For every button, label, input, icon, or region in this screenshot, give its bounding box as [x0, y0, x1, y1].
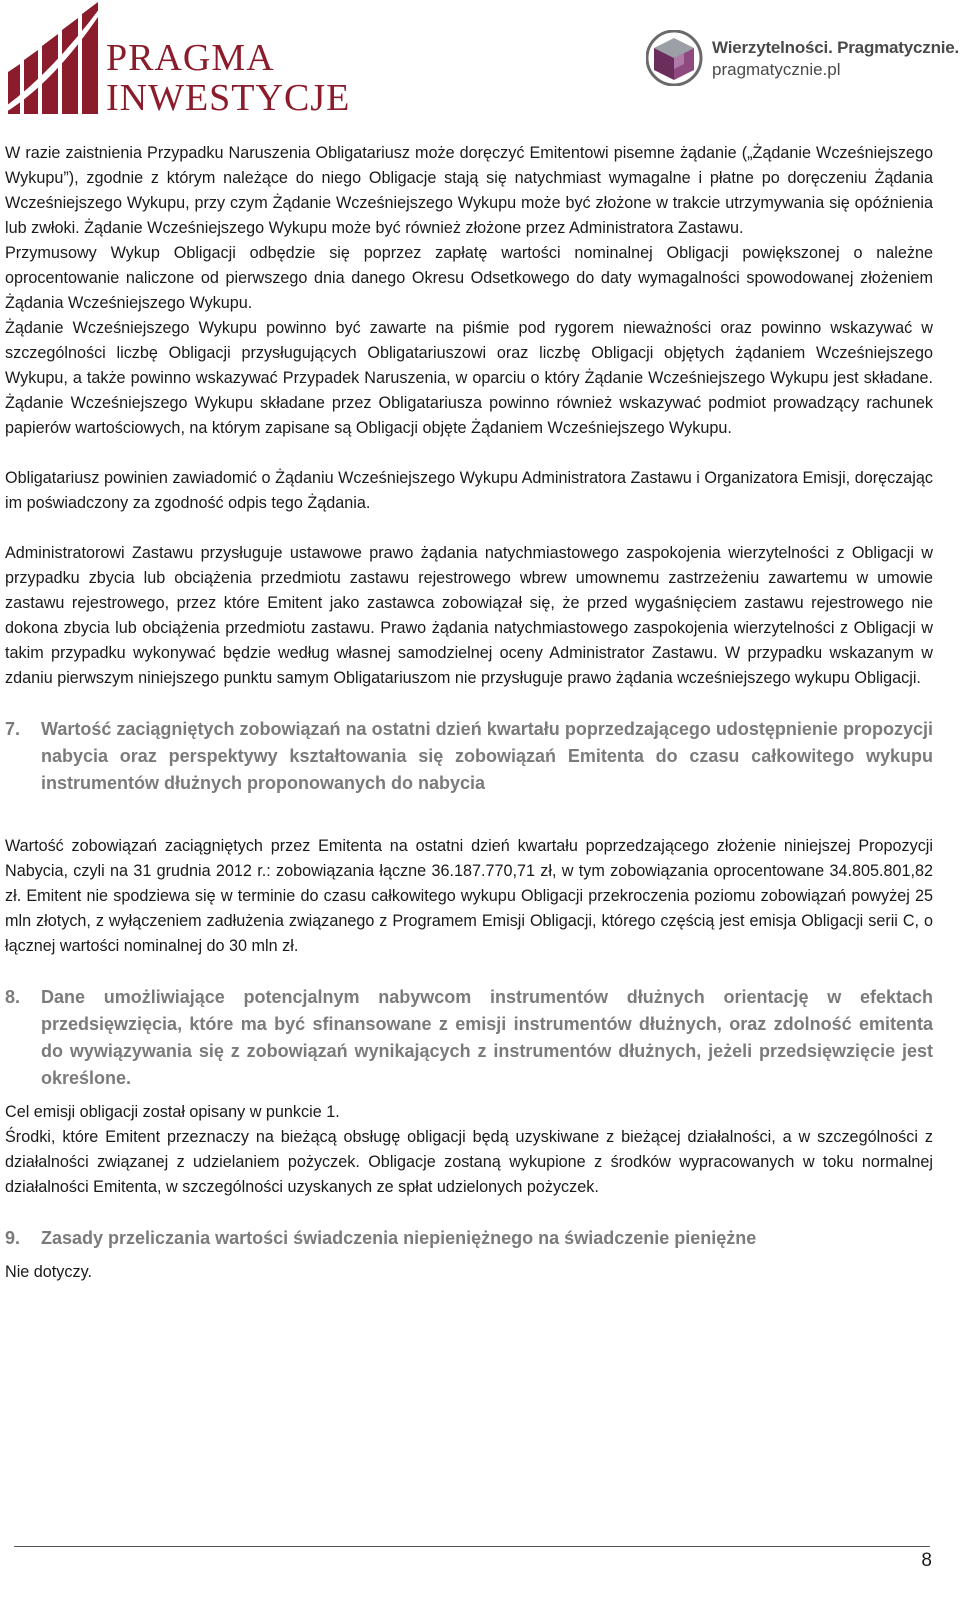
section-9-heading: [5, 1225, 933, 1252]
pragma-bars-icon: [6, 2, 102, 120]
section-9-number: 9.: [5, 1228, 21, 1248]
paragraph-pledge-administrator: Administratorowi Zastawu przysługuje ustawowe prawo żądania natychmiastowego zaspokojenia wierzytelności z Obligacji w przypadku zbycia lub obciążenia przedmiotu zastawu rejestrowego wbrew umownemu zastrzeżeniu zawartemu w umowie zastawu rejestrowego, przez które Emitent jako zastawca zobowiązał się, że przed wygaśnięciem zastawu rejestrowego nie dokona zbycia lub obciążenia przedmiotu zastawu. Prawo żądania natychmiastowego zaspokojenia wierzytelności z Obligacji w takim przypadku wykonywać będzie według własnej samodzielnej oceny Administrator Zastawu. W przypadku wskazanym w zdaniu pierwszym niniejszego punktu samym Obligatariuszom nie przysługuje prawo żądania wcześniejszego wykupu Obligacji.: [5, 544, 933, 687]
logo-text-line1: PRAGMA: [106, 37, 275, 79]
section-8-text-1: Cel emisji obligacji został opisany w punkcie 1.: [5, 1103, 340, 1121]
footer-divider: [14, 1546, 930, 1547]
section-9-title: Zasady przeliczania wartości świadczenia niepieniężnego na świadczenie pieniężne: [41, 1228, 757, 1248]
page-header: [0, 0, 960, 122]
section-9-text: Nie dotyczy.: [5, 1263, 92, 1281]
logo-url: pragmatycznie.pl: [712, 60, 841, 79]
section-8-title: Dane umożliwiające potencjalnym nabywcom instrumentów dłużnych orientację w efektach przedsięwzięcia, które ma być sfinansowane z emisji instrumentów dłużnych, oraz zdolność emitenta do wywiązywania się z zobowiązań wynikających z instrumentów dłużnych, jeżeli przedsięwzięcie jest określone.: [41, 987, 933, 1088]
paragraph-forced-redemption: Przymusowy Wykup Obligacji odbędzie się poprzez zapłatę wartości nominalnej Obligacji powiększonej o należne oprocentowanie naliczone od pierwszego dnia danego Okresu Odsetkowego do daty wymagalności spowodowanej złożeniem Żądania Wcześniejszego Wykupu.: [5, 244, 933, 312]
section-8-number: 8.: [5, 987, 21, 1007]
section-7-number: 7.: [5, 719, 21, 739]
pragma-inwestycje-logo: [6, 2, 351, 120]
section-7-heading: [5, 716, 933, 797]
wierzytelnosci-logo: [646, 30, 960, 90]
document-body: [5, 141, 933, 1285]
paragraph-demand-form: Żądanie Wcześniejszego Wykupu powinno być zawarte na piśmie pod rygorem nieważności oraz powinno wskazywać w szczególności liczbę Obligacji przysługujących Obligatariuszowi oraz liczbę Obligacji objętych żądaniem Wcześniejszego Wykupu, a także powinno wskazywać Przypadek Naruszenia, w oparciu o który Żądanie Wcześniejszego Wykupu jest składane. Żądanie Wcześniejszego Wykupu składane przez Obligatariusza powinno również wskazywać podmiot prowadzący rachunek papierów wartościowych, na którym zapisane są Obligacji objęte Żądaniem Wcześniejszego Wykupu.: [5, 319, 933, 437]
paragraph-notify-administrator: Obligatariusz powinien zawiadomić o Żądaniu Wcześniejszego Wykupu Administratora Zastawu i Organizatora Emisji, doręczając im poświadczony za zgodność odpis tego Żądania.: [5, 469, 933, 512]
section-8-heading: [5, 984, 933, 1092]
logo-tagline: Wierzytelności. Pragmatycznie.: [712, 38, 960, 57]
logo-text-line2: INWESTYCJE: [106, 77, 351, 119]
section-8-text-2: Środki, które Emitent przeznaczy na bieżącą obsługę obligacji będą uzyskiwane z bieżącej działalności, a w szczególności z działalności związanej z udzielaniem pożyczek. Obligacje zostaną wykupione z środków wypracowanych w toku normalnej działalności Emitenta, w szczególności uzyskanych ze spłat udzielonych pożyczek.: [5, 1128, 933, 1196]
cube-icon: [646, 30, 706, 86]
paragraph-early-redemption-demand: W razie zaistnienia Przypadku Naruszenia Obligatariusz może doręczyć Emitentowi pisemne żądanie („Żądanie Wcześniejszego Wykupu”), zgodnie z którym należące do niego Obligacje stają się natychmiast wymagalne i płatne po doręczeniu Żądania Wcześniejszego Wykupu, przy czym Żądanie Wcześniejszego Wykupu może być złożone w trakcie utrzymywania się opóźnienia lub zwłoki. Żądanie Wcześniejszego Wykupu może być również złożone przez Administratora Zastawu.: [5, 144, 933, 237]
section-7-text: Wartość zobowiązań zaciągniętych przez Emitenta na ostatni dzień kwartału poprzedzającego złożenie niniejszej Propozycji Nabycia, czyli na 31 grudnia 2012 r.: zobowiązania łączne 36.187.770,71 zł, w tym zobowiązania oprocentowane 34.805.801,82 zł. Emitent nie spodziewa się w terminie do czasu całkowitego wykupu Obligacji przekroczenia poziomu zobowiązań powyżej 25 mln złotych, z wyłączeniem zadłużenia związanego z Programem Emisji Obligacji, którego częścią jest emisja Obligacji serii C, o łącznej wartości nominalnej do 30 mln zł.: [5, 837, 933, 955]
section-7-title: Wartość zaciągniętych zobowiązań na ostatni dzień kwartału poprzedzającego udostępnienie propozycji nabycia oraz perspektywy kształtowania się zobowiązań Emitenta do czasu całkowitego wykupu instrumentów dłużnych proponowanych do nabycia: [41, 719, 933, 793]
page-number: 8: [921, 1550, 932, 1571]
